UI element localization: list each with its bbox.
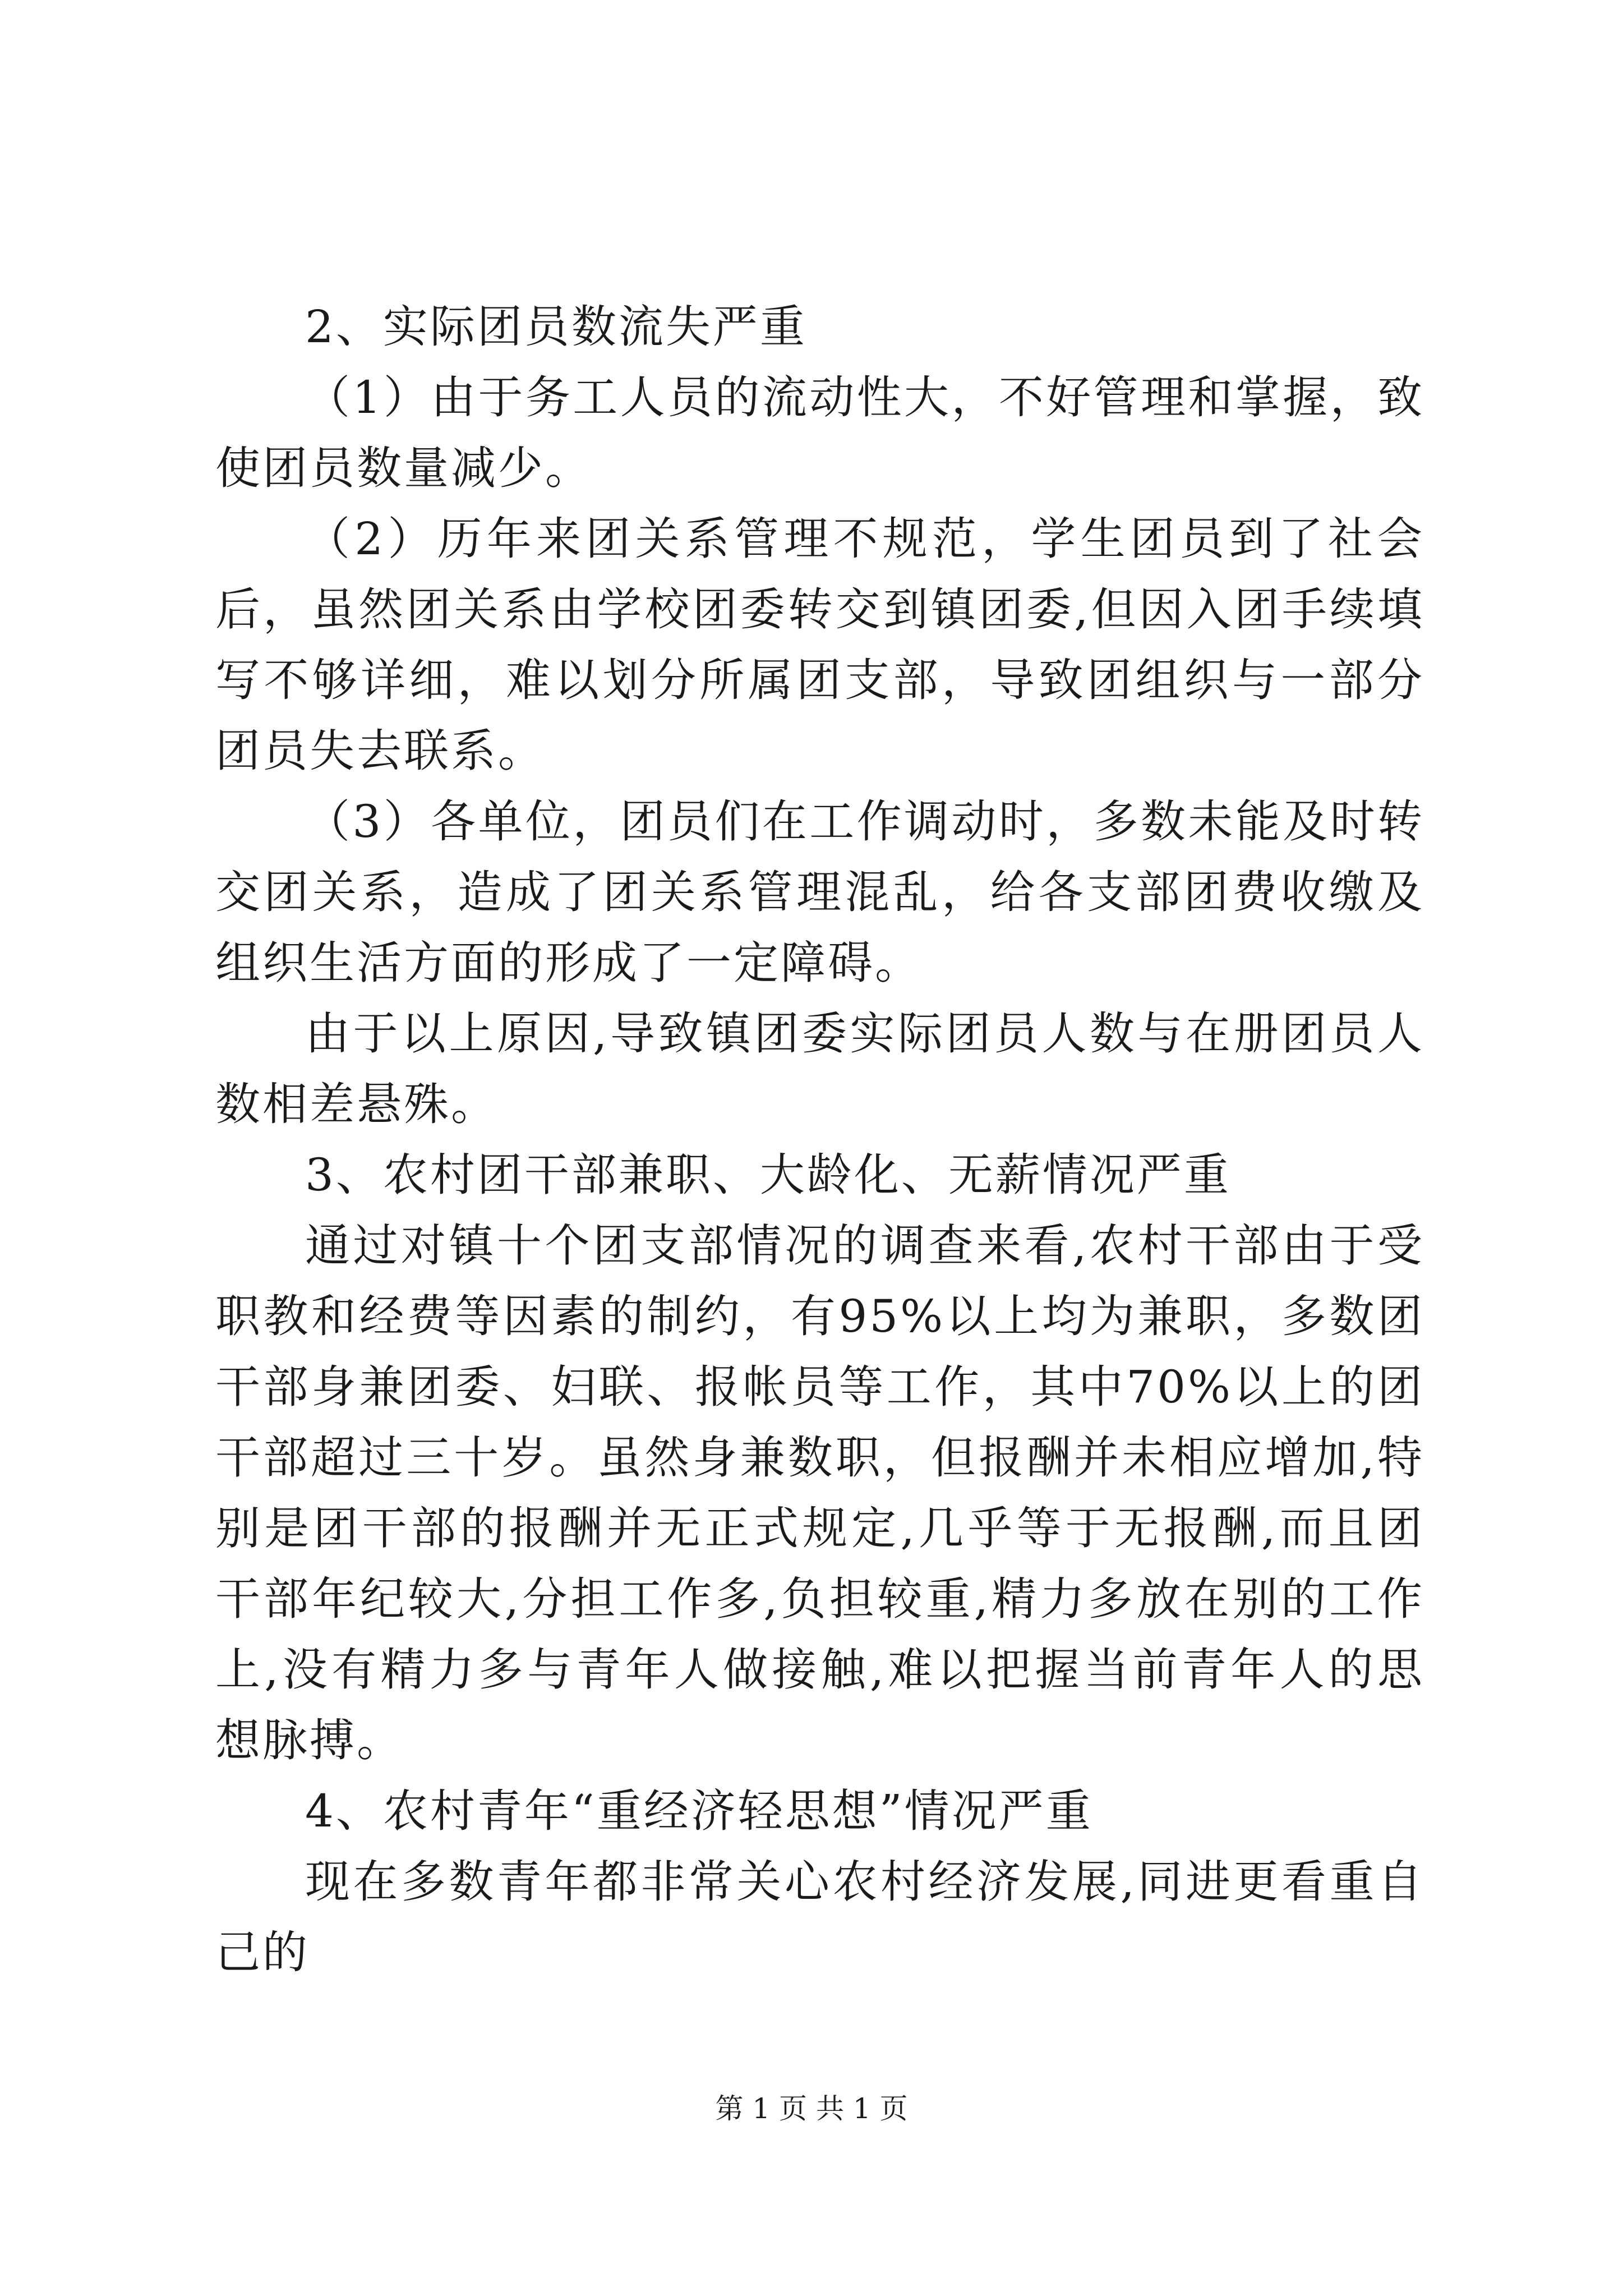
page-footer: 第 1 页 共 1 页	[715, 2092, 908, 2125]
paragraph: （2）历年来团关系管理不规范，学生团员到了社会后，虽然团关系由学校团委转交到镇团委,但因入团手续填写不够详细，难以划分所属团支部，导致团组织与一部分团员失去联系。	[215, 513, 1424, 777]
section-heading-4: 4、农村青年“重经济轻思想”情况严重	[305, 1785, 1093, 1837]
paragraph: （1）由于务工人员的流动性大，不好管理和掌握，致使团员数量减少。	[215, 371, 1424, 494]
section-heading-2: 2、实际团员数流失严重	[305, 301, 807, 353]
paragraph: 现在多数青年都非常关心农村经济发展,同进更看重自己的	[215, 1856, 1424, 1978]
section-heading-3: 3、农村团干部兼职、大龄化、无薪情况严重	[305, 1149, 1231, 1201]
document-body	[215, 292, 1424, 1988]
paragraph: 由于以上原因,导致镇团委实际团员人数与在册团员人数相差悬殊。	[215, 1007, 1424, 1130]
paragraph: 通过对镇十个团支部情况的调查来看,农村干部由于受职教和经费等因素的制约，有95%以上均为兼职，多数团干部身兼团委、妇联、报帐员等工作，其中70%以上的团干部超过三十岁。虽然身兼数职，但报酬并未相应增加,特别是团干部的报酬并无正式规定,几乎等于无报酬,而且团干部年纪较大,分担工作多,负担较重,精力多放在别的工作上,没有精力多与青年人做接触,难以把握当前青年人的思想脉搏。	[215, 1220, 1424, 1766]
paragraph: （3）各单位，团员们在工作调动时，多数未能及时转交团关系，造成了团关系管理混乱，给各支部团费收缴及组织生活方面的形成了一定障碍。	[215, 795, 1424, 989]
